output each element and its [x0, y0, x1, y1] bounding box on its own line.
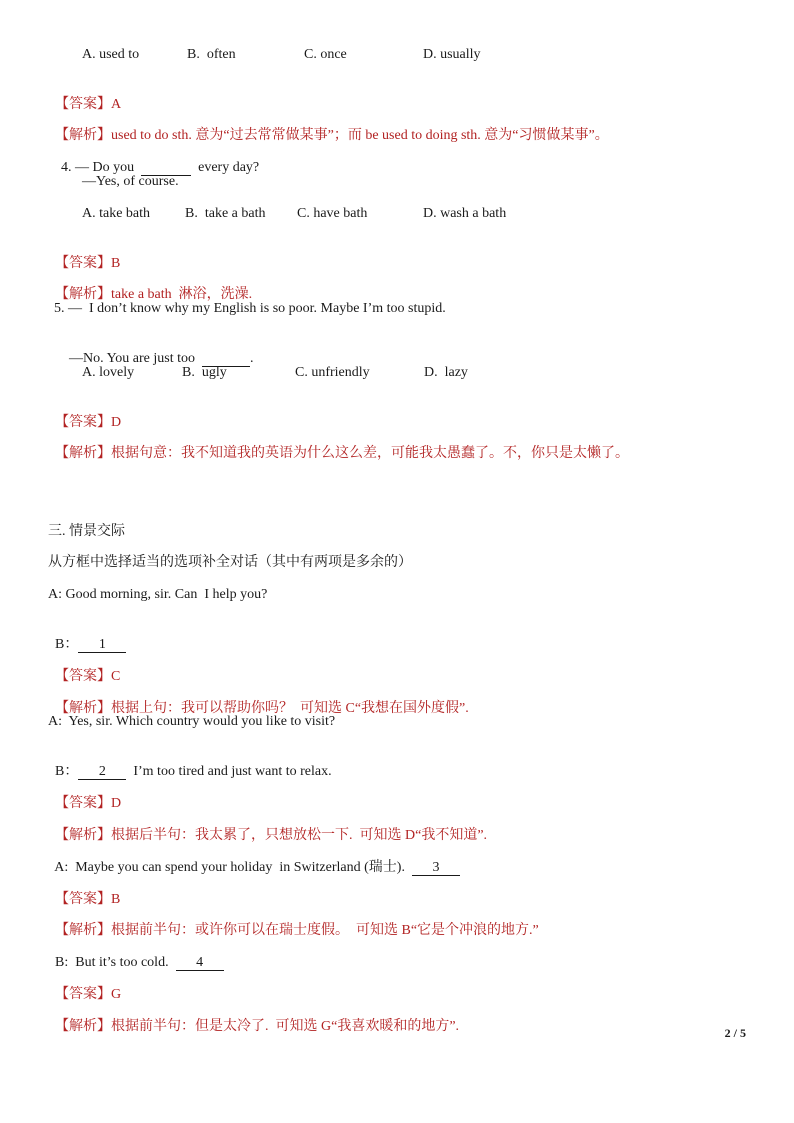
q4-prompt-end: every day?	[198, 160, 260, 175]
answer-value: B	[111, 892, 121, 907]
dialog-line-1b	[48, 618, 126, 654]
dialog-line-1a: A: Good morning, sir. Can I help you?	[48, 587, 268, 602]
analysis-tag: 【解析】	[55, 446, 111, 461]
analysis-tag: 【解析】	[55, 828, 111, 843]
d4-analysis	[48, 1000, 459, 1036]
q4-option-d: D. wash a bath	[423, 206, 507, 221]
answer-tag: 【答案】	[55, 892, 111, 907]
analysis-text: used to do sth. 意为“过去常常做某事”；而 be used to doing sth. 意为“习惯做某事”。	[111, 128, 609, 143]
answer-value: D	[111, 796, 122, 811]
answer-value: D	[111, 415, 122, 430]
q5-prompt: 5. — I don’t know why my English is so poor. Maybe I’m too stupid.	[54, 301, 446, 316]
d4-answer	[48, 968, 121, 1004]
blank-1: 1	[78, 638, 126, 653]
dialog-line-2a: A: Yes, sir. Which country would you like to visit?	[48, 714, 336, 729]
analysis-text: 根据后半句：我太累了，只想放松一下. 可知选 D“我不知道”.	[111, 828, 488, 843]
analysis-text: 根据上句：我可以帮助你吗？ 可知选 C“我想在国外度假”.	[111, 701, 469, 716]
q3-option-a: A. used to	[82, 47, 140, 62]
d2-answer	[48, 777, 121, 813]
dialog-line-3a	[48, 841, 460, 877]
analysis-tag: 【解析】	[55, 701, 111, 716]
answer-tag: 【答案】	[55, 987, 111, 1002]
analysis-tag: 【解析】	[55, 128, 111, 143]
analysis-text: 根据句意：我不知道我的英语为什么这么差，可能我太愚蠢了。不，你只是太懒了。	[111, 446, 629, 461]
q5-reply-end: .	[250, 351, 254, 366]
q4-option-b: B. take a bath	[185, 206, 266, 221]
q5-option-a: A. lovely	[82, 365, 135, 380]
q3-option-c: C. once	[304, 47, 347, 62]
q5-option-d: D. lazy	[424, 365, 468, 380]
answer-value: G	[111, 987, 122, 1002]
q4-option-c: C. have bath	[297, 206, 368, 221]
q4-option-a: A. take bath	[82, 206, 151, 221]
section-heading: 三. 情景交际	[48, 524, 125, 539]
answer-value: B	[111, 256, 121, 271]
d2-analysis	[48, 809, 487, 845]
dialog-line-2b	[48, 745, 332, 781]
analysis-text: 根据前半句：或许你可以在瑞士度假。 可知选 B“它是个冲浪的地方.”	[111, 923, 539, 938]
q5-option-b: B. ugly	[182, 365, 227, 380]
q5-reply-start: —No. You are just too	[69, 351, 196, 366]
answer-tag: 【答案】	[55, 256, 111, 271]
q4-prompt-start: 4. — Do you	[61, 160, 135, 175]
dialog-line-4	[48, 936, 224, 972]
q4-analysis	[48, 268, 252, 304]
dialog-text: A: Maybe you can spend your holiday in Switzerland (瑞士).	[54, 860, 405, 875]
section-instruction: 从方框中选择适当的选项补全对话（其中有两项是多余的）	[48, 555, 412, 570]
answer-value: A	[111, 97, 122, 112]
blank-3: 3	[412, 861, 460, 876]
speaker-label: B：	[55, 764, 79, 779]
d3-analysis	[48, 904, 539, 940]
analysis-text: take a bath 淋浴，洗澡.	[111, 287, 253, 302]
q5-analysis	[48, 427, 629, 463]
d1-answer	[48, 650, 120, 686]
page-number: 2 / 5	[724, 1026, 746, 1040]
blank-4: 4	[176, 956, 224, 971]
answer-tag: 【答案】	[55, 415, 111, 430]
q5-option-c: C. unfriendly	[295, 365, 370, 380]
q5-reply	[62, 332, 254, 368]
q4-reply: —Yes, of course.	[82, 174, 179, 189]
q3-option-d: D. usually	[423, 47, 481, 62]
q3-option-b: B. often	[187, 47, 236, 62]
blank-2: 2	[78, 765, 126, 780]
dialog-text: B: But it’s too cold.	[55, 955, 169, 970]
q4-prompt	[54, 141, 259, 177]
q3-analysis	[48, 109, 609, 145]
analysis-tag: 【解析】	[55, 1019, 111, 1034]
speaker-label: B：	[55, 637, 79, 652]
analysis-text: 根据前半句：但是太冷了. 可知选 G“我喜欢暖和的地方”.	[111, 1019, 460, 1034]
answer-tag: 【答案】	[55, 796, 111, 811]
analysis-tag: 【解析】	[55, 923, 111, 938]
dialog-text: I’m too tired and just want to relax.	[133, 764, 332, 779]
analysis-tag: 【解析】	[55, 287, 111, 302]
answer-tag: 【答案】	[55, 669, 111, 684]
answer-value: C	[111, 669, 121, 684]
answer-tag: 【答案】	[55, 97, 111, 112]
